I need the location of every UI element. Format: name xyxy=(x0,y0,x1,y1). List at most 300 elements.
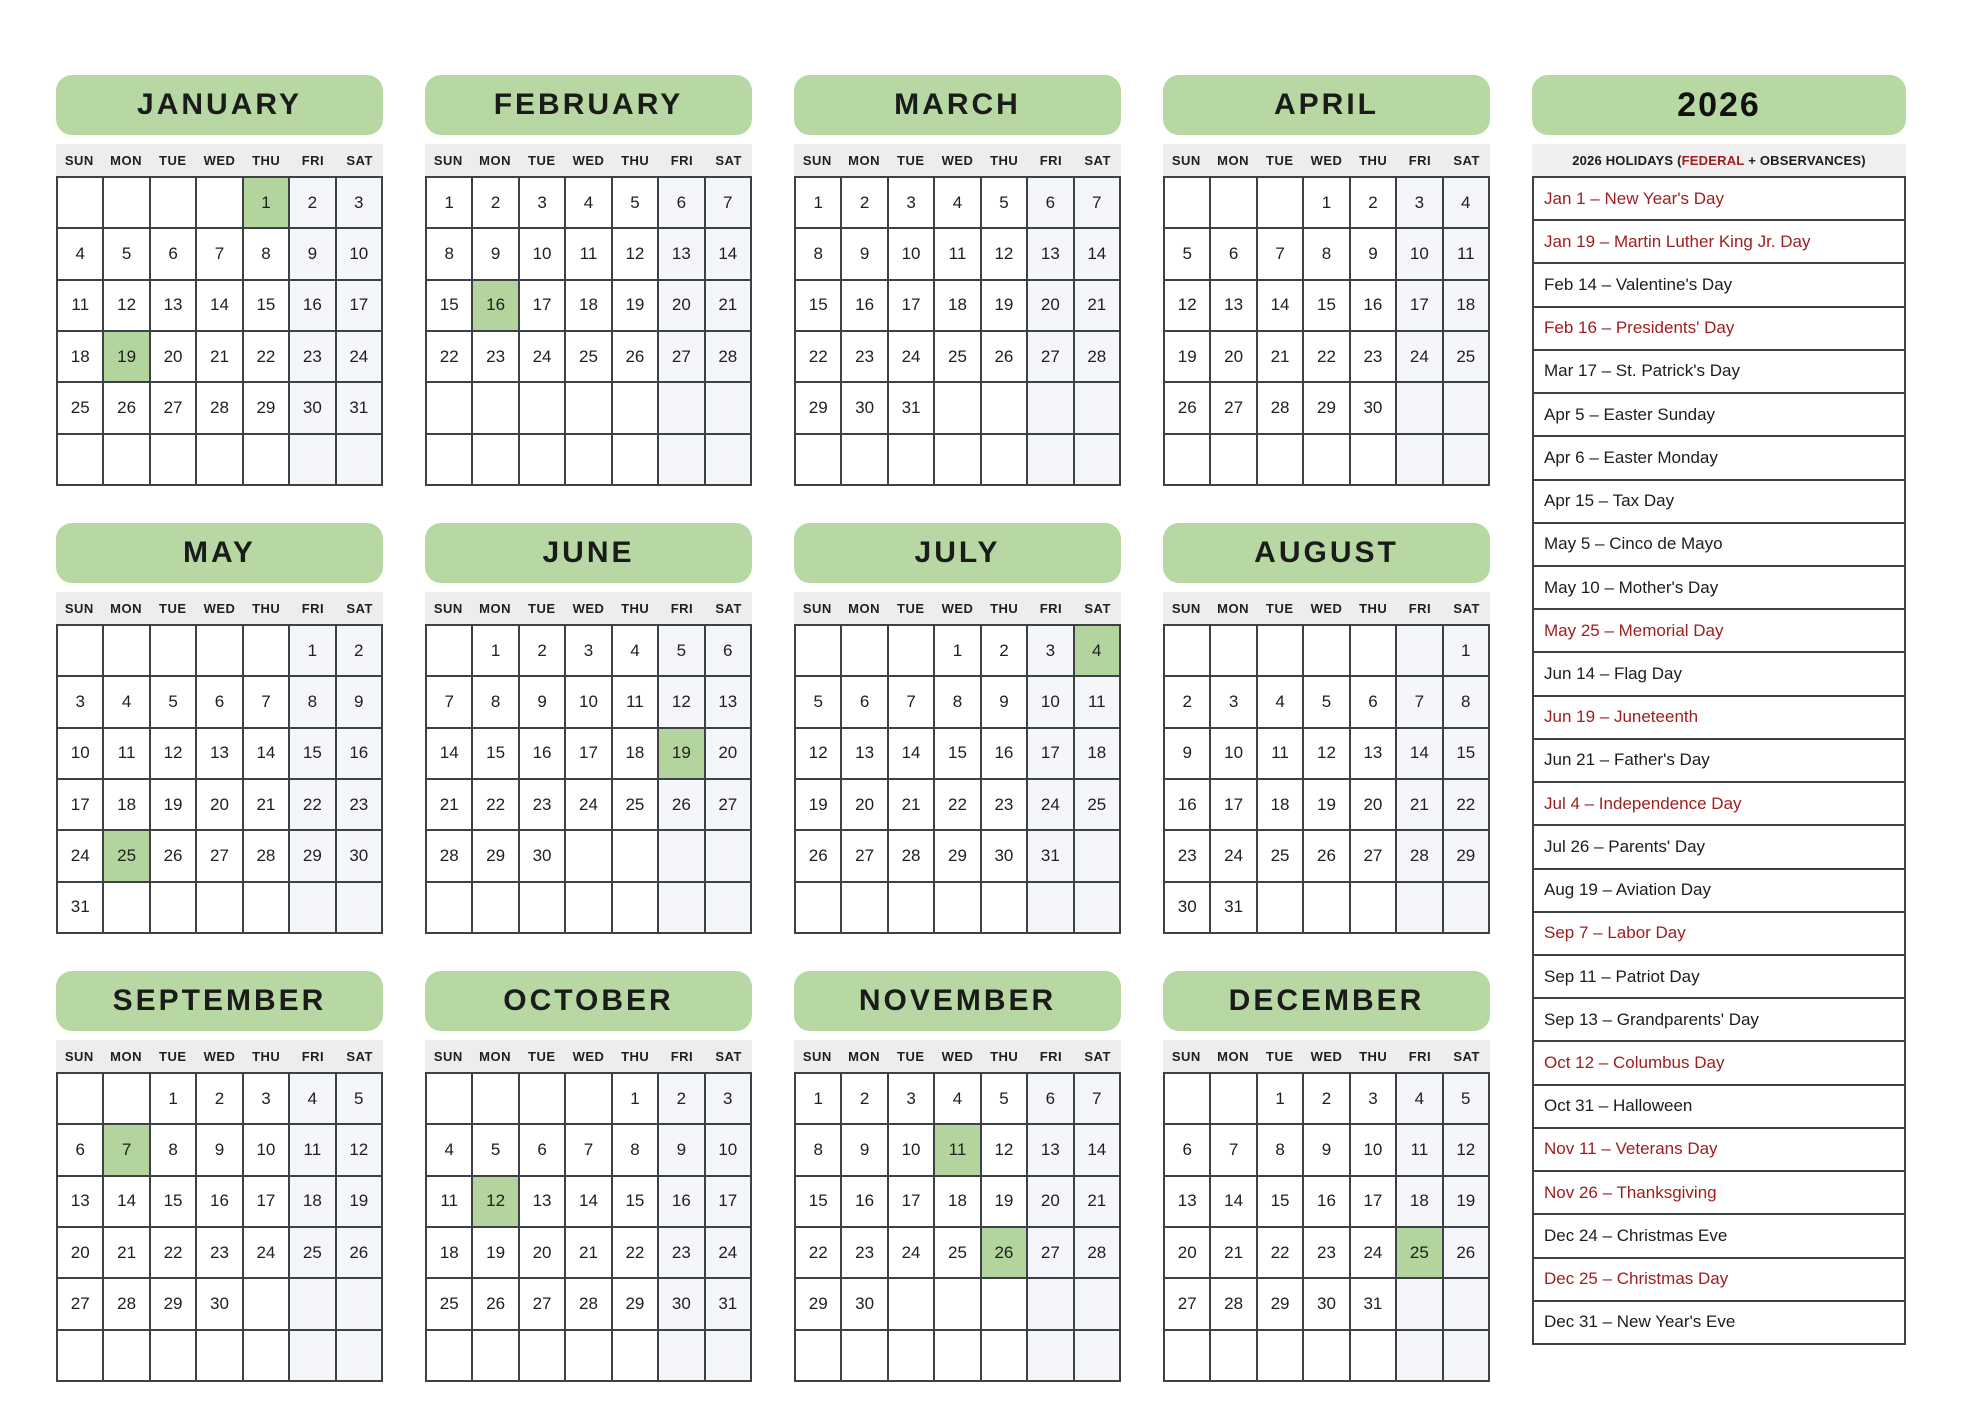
weekday-label: SAT xyxy=(1084,1048,1111,1064)
day-cell: 7 xyxy=(1075,1074,1119,1123)
day-cell-empty xyxy=(1304,626,1348,675)
day-cell: 11 xyxy=(427,1177,471,1226)
weekday-label: TUE xyxy=(1266,152,1294,168)
day-cell: 6 xyxy=(151,229,195,278)
weekday-label: SAT xyxy=(346,152,373,168)
holidays-list xyxy=(1532,176,1906,1345)
day-cell-empty xyxy=(197,626,241,675)
day-cell-empty xyxy=(290,1279,334,1328)
day-cell: 19 xyxy=(796,780,840,829)
day-cell: 21 xyxy=(1075,281,1119,330)
day-cell-empty xyxy=(151,626,195,675)
day-cell: 12 xyxy=(982,229,1026,278)
weekday-label: SUN xyxy=(64,600,94,616)
day-cell: 22 xyxy=(427,332,471,381)
day-cell: 24 xyxy=(889,332,933,381)
day-cell: 17 xyxy=(1028,729,1072,778)
day-cell: 14 xyxy=(706,229,750,278)
day-cell: 21 xyxy=(427,780,471,829)
day-cell: 29 xyxy=(1304,383,1348,432)
day-cell: 20 xyxy=(659,281,703,330)
day-cell: 12 xyxy=(613,229,657,278)
day-cell-empty xyxy=(1211,1074,1255,1123)
holiday-item: Dec 24 – Christmas Eve xyxy=(1534,1215,1904,1256)
day-cell: 12 xyxy=(337,1125,381,1174)
day-cell-empty xyxy=(982,883,1026,932)
day-cell: 4 xyxy=(290,1074,334,1123)
day-cell-empty xyxy=(796,435,840,484)
day-cell: 29 xyxy=(796,383,840,432)
day-cell-empty xyxy=(1397,435,1441,484)
day-cell: 5 xyxy=(982,1074,1026,1123)
day-cell: 24 xyxy=(244,1228,288,1277)
day-cell: 22 xyxy=(1444,780,1488,829)
day-cell: 17 xyxy=(58,780,102,829)
weekday-label: SAT xyxy=(1453,1048,1480,1064)
day-cell: 23 xyxy=(473,332,517,381)
day-cell: 15 xyxy=(244,281,288,330)
weekday-header-row xyxy=(1163,592,1490,624)
month-september xyxy=(56,971,383,1382)
day-cell: 14 xyxy=(104,1177,148,1226)
weekday-header-row xyxy=(425,592,752,624)
day-cell: 20 xyxy=(151,332,195,381)
day-cell-empty xyxy=(613,883,657,932)
day-cell: 19 xyxy=(473,1228,517,1277)
weekday-label: TUE xyxy=(1266,600,1294,616)
weekday-label: TUE xyxy=(897,1048,925,1064)
day-cell: 25 xyxy=(935,1228,979,1277)
weekday-label: MON xyxy=(1217,600,1249,616)
day-cell: 29 xyxy=(935,831,979,880)
day-cell-empty xyxy=(337,1279,381,1328)
day-cell-empty xyxy=(1351,435,1395,484)
day-cell: 23 xyxy=(842,332,886,381)
day-cell: 9 xyxy=(1304,1125,1348,1174)
day-cell-empty xyxy=(1075,435,1119,484)
day-cell-empty xyxy=(982,383,1026,432)
day-cell-empty xyxy=(1075,1331,1119,1380)
day-cell: 22 xyxy=(796,332,840,381)
day-cell: 25 xyxy=(1258,831,1302,880)
day-cell: 18 xyxy=(104,780,148,829)
day-cell: 11 xyxy=(613,677,657,726)
weekday-label: TUE xyxy=(528,600,556,616)
day-cell-empty xyxy=(1028,383,1072,432)
weekday-label: SUN xyxy=(433,152,463,168)
day-cell: 30 xyxy=(842,383,886,432)
weekday-label: THU xyxy=(621,1048,650,1064)
day-cell: 2 xyxy=(842,1074,886,1123)
day-cell-empty xyxy=(1351,626,1395,675)
day-cell: 6 xyxy=(197,677,241,726)
day-cell: 29 xyxy=(290,831,334,880)
day-cell: 26 xyxy=(151,831,195,880)
day-cell-empty xyxy=(566,1331,610,1380)
month-title: NOVEMBER xyxy=(794,971,1121,1031)
holiday-item: Apr 6 – Easter Monday xyxy=(1534,437,1904,478)
day-cell: 15 xyxy=(427,281,471,330)
day-cell: 6 xyxy=(1028,1074,1072,1123)
day-cell: 11 xyxy=(935,229,979,278)
day-cell: 3 xyxy=(58,677,102,726)
day-cell-empty xyxy=(244,435,288,484)
day-cell: 31 xyxy=(889,383,933,432)
day-cell: 3 xyxy=(244,1074,288,1123)
day-cell-empty xyxy=(659,1331,703,1380)
day-cell: 8 xyxy=(613,1125,657,1174)
day-cell: 9 xyxy=(659,1125,703,1174)
day-cell: 11 xyxy=(58,281,102,330)
month-january xyxy=(56,75,383,486)
weekday-label: SUN xyxy=(64,152,94,168)
day-cell: 5 xyxy=(337,1074,381,1123)
day-cell: 3 xyxy=(889,178,933,227)
day-cell: 28 xyxy=(566,1279,610,1328)
day-cell: 3 xyxy=(889,1074,933,1123)
weekday-label: FRI xyxy=(1408,600,1432,616)
day-cell: 6 xyxy=(58,1125,102,1174)
day-cell-empty xyxy=(706,883,750,932)
day-cell: 26 xyxy=(1304,831,1348,880)
day-cell-empty xyxy=(1258,178,1302,227)
day-cell: 12 xyxy=(982,1125,1026,1174)
day-cell: 10 xyxy=(337,229,381,278)
holiday-item: Oct 31 – Halloween xyxy=(1534,1086,1904,1127)
day-cell: 19 xyxy=(982,1177,1026,1226)
day-cell: 29 xyxy=(1444,831,1488,880)
day-cell: 19 xyxy=(151,780,195,829)
day-cell-empty xyxy=(706,1331,750,1380)
month-february xyxy=(425,75,752,486)
weekday-label: THU xyxy=(252,1048,281,1064)
day-cell-empty xyxy=(473,435,517,484)
weekday-label: SUN xyxy=(1171,1048,1201,1064)
day-cell: 24 xyxy=(566,780,610,829)
weekday-header-row xyxy=(1163,144,1490,176)
day-cell: 7 xyxy=(889,677,933,726)
day-cell: 9 xyxy=(842,1125,886,1174)
day-cell-empty xyxy=(982,1331,1026,1380)
weekday-label: SUN xyxy=(64,1048,94,1064)
day-cell-empty xyxy=(659,883,703,932)
month-july xyxy=(794,523,1121,934)
day-cell: 14 xyxy=(1211,1177,1255,1226)
day-cell: 17 xyxy=(1211,780,1255,829)
day-cell: 14 xyxy=(244,729,288,778)
day-cell: 28 xyxy=(889,831,933,880)
weekday-label: SAT xyxy=(1084,152,1111,168)
day-cell: 15 xyxy=(151,1177,195,1226)
weekday-label: SUN xyxy=(433,600,463,616)
day-cell: 21 xyxy=(566,1228,610,1277)
day-cell-empty xyxy=(290,883,334,932)
holiday-item: Apr 15 – Tax Day xyxy=(1534,481,1904,522)
weekday-label: TUE xyxy=(159,152,187,168)
day-cell-empty xyxy=(659,383,703,432)
day-cell-empty xyxy=(889,1279,933,1328)
day-cell: 23 xyxy=(1304,1228,1348,1277)
day-cell-empty xyxy=(244,626,288,675)
month-grid xyxy=(56,1072,383,1382)
day-cell-empty xyxy=(58,626,102,675)
day-cell-empty xyxy=(197,435,241,484)
day-cell: 23 xyxy=(1165,831,1209,880)
day-cell: 18 xyxy=(613,729,657,778)
month-grid xyxy=(425,624,752,934)
month-december xyxy=(1163,971,1490,1382)
day-cell-empty xyxy=(197,883,241,932)
month-march xyxy=(794,75,1121,486)
holidays-sidebar xyxy=(1532,75,1906,1382)
day-cell-empty xyxy=(659,831,703,880)
day-cell-empty xyxy=(1211,178,1255,227)
day-cell: 28 xyxy=(1075,1228,1119,1277)
day-cell: 13 xyxy=(1028,229,1072,278)
day-cell: 16 xyxy=(520,729,564,778)
day-cell-empty xyxy=(1304,1331,1348,1380)
day-cell: 5 xyxy=(1444,1074,1488,1123)
day-cell: 31 xyxy=(58,883,102,932)
day-cell: 23 xyxy=(197,1228,241,1277)
month-grid xyxy=(1163,624,1490,934)
day-cell: 23 xyxy=(659,1228,703,1277)
weekday-label: FRI xyxy=(1408,152,1432,168)
day-cell-empty xyxy=(566,383,610,432)
subtitle-federal: FEDERAL xyxy=(1681,152,1745,168)
day-cell: 16 xyxy=(842,1177,886,1226)
day-cell: 22 xyxy=(1304,332,1348,381)
day-cell: 11 xyxy=(566,229,610,278)
weekday-header-row xyxy=(56,592,383,624)
month-grid xyxy=(794,176,1121,486)
day-cell-empty xyxy=(427,626,471,675)
day-cell: 30 xyxy=(1304,1279,1348,1328)
day-cell: 13 xyxy=(659,229,703,278)
day-cell: 26 xyxy=(796,831,840,880)
subtitle-suffix: + OBSERVANCES) xyxy=(1744,152,1866,168)
month-grid xyxy=(794,624,1121,934)
day-cell-empty xyxy=(290,1331,334,1380)
day-cell: 6 xyxy=(659,178,703,227)
day-cell: 9 xyxy=(290,229,334,278)
day-cell: 18 xyxy=(1397,1177,1441,1226)
holidays-subtitle xyxy=(1532,144,1906,176)
weekday-label: FRI xyxy=(301,1048,325,1064)
weekday-label: FRI xyxy=(301,600,325,616)
day-cell: 8 xyxy=(1444,677,1488,726)
day-cell-empty xyxy=(1211,1331,1255,1380)
day-cell-empty xyxy=(935,1331,979,1380)
day-cell: 29 xyxy=(1258,1279,1302,1328)
holiday-item: Jun 14 – Flag Day xyxy=(1534,653,1904,694)
weekday-header-row xyxy=(794,592,1121,624)
day-cell: 24 xyxy=(1211,831,1255,880)
day-cell-empty xyxy=(889,883,933,932)
day-cell: 9 xyxy=(337,677,381,726)
weekday-header-row xyxy=(56,1040,383,1072)
day-cell: 6 xyxy=(1351,677,1395,726)
weekday-label: WED xyxy=(572,1048,605,1064)
day-cell-empty xyxy=(1075,383,1119,432)
day-cell-empty xyxy=(659,435,703,484)
day-cell: 27 xyxy=(1351,831,1395,880)
day-cell: 6 xyxy=(706,626,750,675)
day-cell: 13 xyxy=(58,1177,102,1226)
day-cell: 4 xyxy=(935,178,979,227)
weekday-header-row xyxy=(794,1040,1121,1072)
day-cell: 21 xyxy=(1397,780,1441,829)
day-cell: 2 xyxy=(1165,677,1209,726)
day-cell-empty xyxy=(1165,626,1209,675)
day-cell-empty xyxy=(935,383,979,432)
holiday-item: Sep 11 – Patriot Day xyxy=(1534,956,1904,997)
day-cell: 16 xyxy=(337,729,381,778)
day-cell-empty xyxy=(1351,883,1395,932)
year-title: 2026 xyxy=(1532,75,1906,135)
day-cell: 9 xyxy=(473,229,517,278)
weekday-label: TUE xyxy=(1266,1048,1294,1064)
day-cell-empty xyxy=(566,883,610,932)
day-cell: 18 xyxy=(935,281,979,330)
weekday-label: WED xyxy=(941,600,974,616)
day-cell: 1 xyxy=(1304,178,1348,227)
day-cell: 2 xyxy=(337,626,381,675)
day-cell: 24 xyxy=(1397,332,1441,381)
weekday-label: THU xyxy=(990,152,1019,168)
day-cell: 11 xyxy=(1258,729,1302,778)
day-cell-empty xyxy=(104,178,148,227)
day-cell-empty xyxy=(842,1331,886,1380)
weekday-label: SAT xyxy=(1453,152,1480,168)
weekday-label: MON xyxy=(479,600,511,616)
day-cell: 5 xyxy=(613,178,657,227)
day-cell: 26 xyxy=(982,332,1026,381)
day-cell: 23 xyxy=(337,780,381,829)
day-cell: 25 xyxy=(1397,1228,1441,1277)
day-cell-empty xyxy=(427,383,471,432)
day-cell: 19 xyxy=(104,332,148,381)
weekday-label: FRI xyxy=(670,600,694,616)
day-cell: 19 xyxy=(982,281,1026,330)
day-cell-empty xyxy=(244,1331,288,1380)
subtitle-prefix: 2026 HOLIDAYS ( xyxy=(1572,152,1682,168)
day-cell: 1 xyxy=(1258,1074,1302,1123)
holiday-item: Jun 21 – Father's Day xyxy=(1534,740,1904,781)
day-cell-empty xyxy=(613,383,657,432)
weekday-label: FRI xyxy=(1039,600,1063,616)
day-cell-empty xyxy=(1397,883,1441,932)
day-cell: 26 xyxy=(104,383,148,432)
day-cell: 17 xyxy=(706,1177,750,1226)
day-cell: 13 xyxy=(151,281,195,330)
weekday-label: WED xyxy=(203,600,236,616)
day-cell: 17 xyxy=(1351,1177,1395,1226)
day-cell: 12 xyxy=(104,281,148,330)
day-cell-empty xyxy=(427,435,471,484)
day-cell: 3 xyxy=(566,626,610,675)
day-cell-empty xyxy=(520,1074,564,1123)
holiday-item-federal: Oct 12 – Columbus Day xyxy=(1534,1042,1904,1083)
weekday-label: WED xyxy=(572,152,605,168)
day-cell: 18 xyxy=(1258,780,1302,829)
day-cell: 6 xyxy=(842,677,886,726)
weekday-label: FRI xyxy=(1408,1048,1432,1064)
day-cell: 10 xyxy=(706,1125,750,1174)
day-cell: 20 xyxy=(1211,332,1255,381)
holiday-item: Jul 26 – Parents' Day xyxy=(1534,826,1904,867)
month-grid xyxy=(425,176,752,486)
day-cell: 23 xyxy=(982,780,1026,829)
weekday-label: MON xyxy=(110,600,142,616)
day-cell: 28 xyxy=(1258,383,1302,432)
day-cell-empty xyxy=(473,883,517,932)
weekday-label: WED xyxy=(572,600,605,616)
weekday-label: TUE xyxy=(897,152,925,168)
day-cell: 8 xyxy=(796,229,840,278)
day-cell: 20 xyxy=(706,729,750,778)
day-cell: 29 xyxy=(796,1279,840,1328)
day-cell-empty xyxy=(244,1279,288,1328)
holiday-item: Mar 17 – St. Patrick's Day xyxy=(1534,351,1904,392)
day-cell-empty xyxy=(337,883,381,932)
day-cell-empty xyxy=(58,1331,102,1380)
day-cell-empty xyxy=(842,435,886,484)
day-cell: 24 xyxy=(1351,1228,1395,1277)
weekday-header-row xyxy=(1163,1040,1490,1072)
day-cell: 8 xyxy=(290,677,334,726)
day-cell: 22 xyxy=(244,332,288,381)
day-cell: 15 xyxy=(1304,281,1348,330)
day-cell: 21 xyxy=(1258,332,1302,381)
day-cell-empty xyxy=(427,883,471,932)
day-cell: 3 xyxy=(1351,1074,1395,1123)
day-cell-empty xyxy=(889,435,933,484)
weekday-label: THU xyxy=(1359,1048,1388,1064)
day-cell: 22 xyxy=(796,1228,840,1277)
day-cell: 13 xyxy=(1028,1125,1072,1174)
day-cell: 17 xyxy=(889,281,933,330)
day-cell: 22 xyxy=(613,1228,657,1277)
month-title: JUNE xyxy=(425,523,752,583)
weekday-label: THU xyxy=(1359,600,1388,616)
holiday-item: Dec 31 – New Year's Eve xyxy=(1534,1302,1904,1343)
weekday-header-row xyxy=(425,1040,752,1072)
day-cell: 28 xyxy=(104,1279,148,1328)
day-cell: 22 xyxy=(151,1228,195,1277)
month-title: MARCH xyxy=(794,75,1121,135)
day-cell: 15 xyxy=(796,1177,840,1226)
day-cell: 9 xyxy=(1351,229,1395,278)
day-cell: 11 xyxy=(104,729,148,778)
day-cell: 23 xyxy=(520,780,564,829)
day-cell: 17 xyxy=(889,1177,933,1226)
weekday-label: MON xyxy=(479,1048,511,1064)
weekday-label: WED xyxy=(1310,152,1343,168)
holiday-item-federal: Jan 19 – Martin Luther King Jr. Day xyxy=(1534,221,1904,262)
day-cell: 20 xyxy=(58,1228,102,1277)
day-cell: 13 xyxy=(1165,1177,1209,1226)
day-cell: 25 xyxy=(1075,780,1119,829)
day-cell: 5 xyxy=(151,677,195,726)
day-cell: 21 xyxy=(1211,1228,1255,1277)
day-cell: 30 xyxy=(337,831,381,880)
day-cell: 31 xyxy=(706,1279,750,1328)
day-cell: 7 xyxy=(706,178,750,227)
day-cell: 7 xyxy=(1258,229,1302,278)
day-cell: 10 xyxy=(1397,229,1441,278)
day-cell: 16 xyxy=(842,281,886,330)
